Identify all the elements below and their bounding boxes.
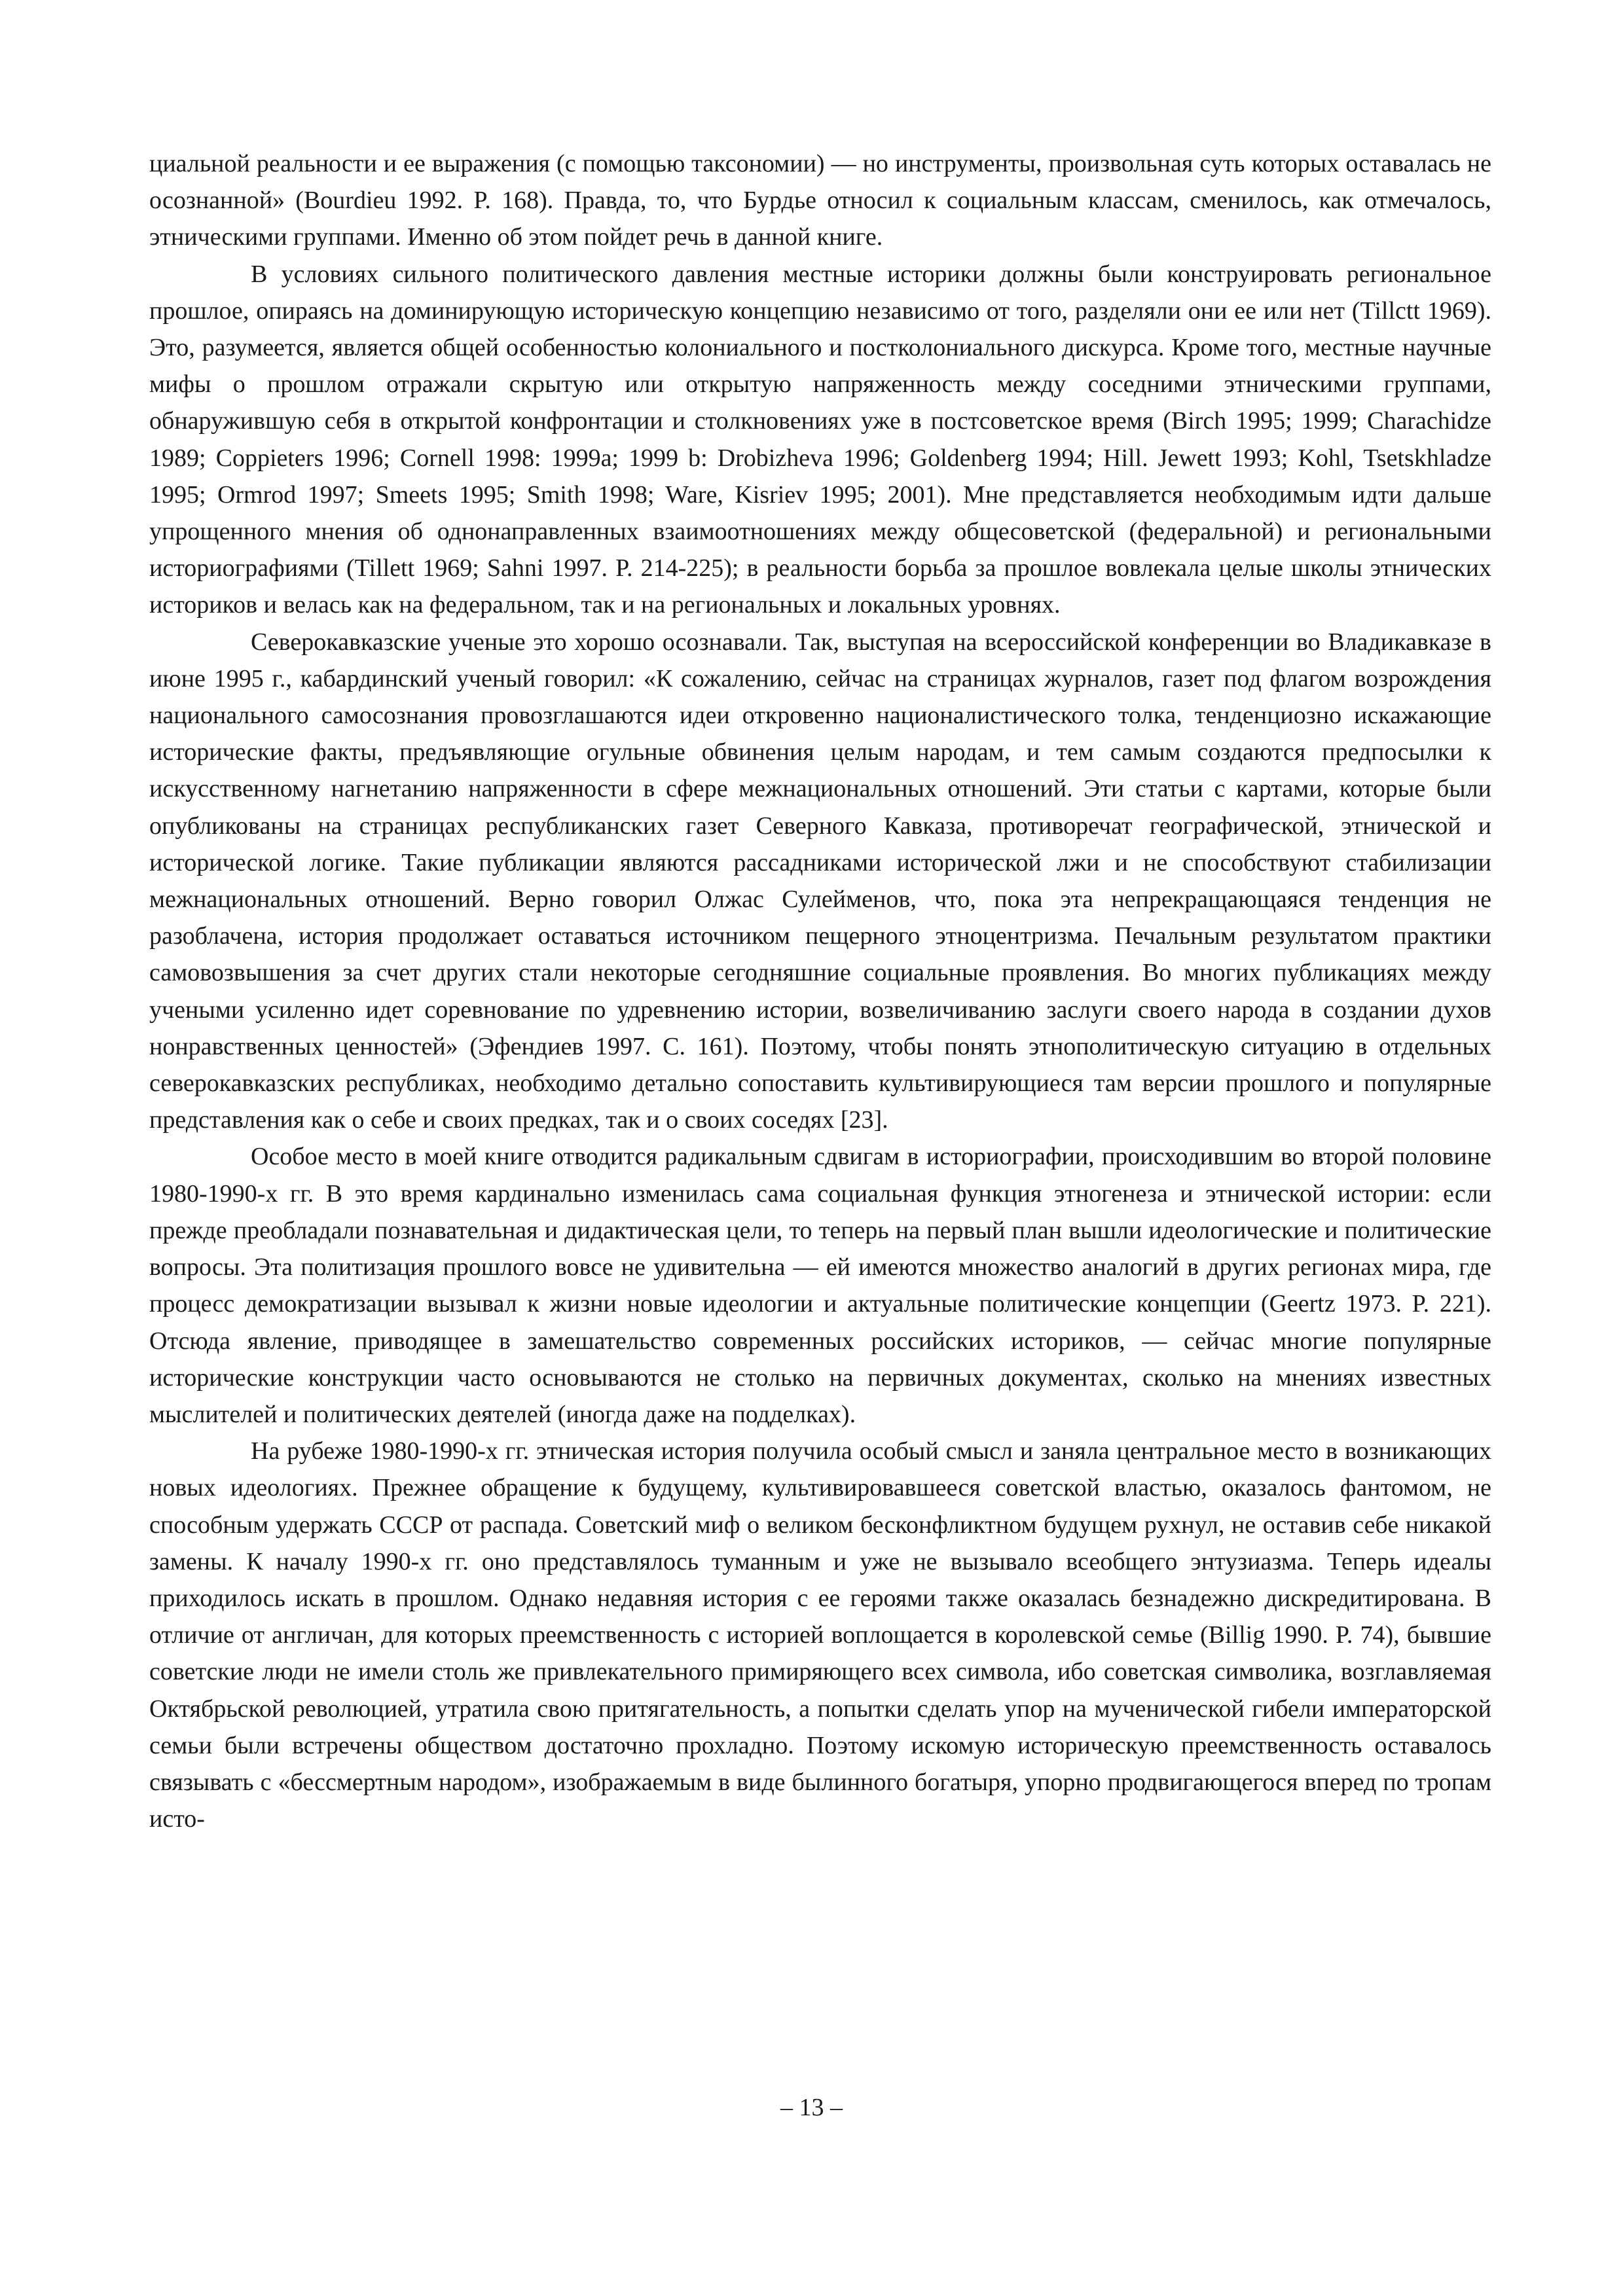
paragraph-5: На рубеже 1980-1990-х гг. этническая история получила особый смысл и заняла центральное место в возникающих новых идеологиях. Прежнее обращение к будущему, культивировавшееся советской властью, оказалось фантомом, не способным удержать СССР от распада. Советский миф о великом бесконфликтном будущем рухнул, не оставив себе никакой замены. К началу 1990-х гг. оно представлялось туманным и уже не вызывало всеобщего энтузиазма. Теперь идеалы приходилось искать в прошлом. Однако недавняя история с ее героями также оказалась безнадежно дискредитирована. В отличие от англичан, для которых преемственность с историей воплощается в королевской семье (Billig 1990. P. 74), бывшие советские люди не имели столь же привлекательного примиряющего всех символа, ибо советская символика, возглавляемая Октябрьской революцией, утратила свою притягательность, а попытки сделать упор на мученической гибели императорской семьи были встречены обществом достаточно прохладно. Поэтому искомую историческую преемственность оставалось связывать с «бессмертным народом», изображаемым в виде былинного богатыря, упорно продвигающегося вперед по тропам исто- [149,1437,1491,1833]
paragraph-4: Особое место в моей книге отводится радикальным сдвигам в историографии, происходившим во второй половине 1980-1990-х гг. В это время кардинально изменилась сама социальная функция этногенеза и этнической истории: если прежде преобладали познавательная и дидактическая цели, то теперь на первый план вышли идеологические и политические вопросы. Эта политизация прошлого вовсе не удивительна — ей имеются множество аналогий в других регионах мира, где процесс демократизации вызывал к жизни новые идеологии и актуальные политические концепции (Geertz 1973. P. 221). Отсюда явление, приводящее в замешательство современных российских историков, — сейчас многие популярные исторические конструкции часто основываются не столько на первичных документах, сколько на мнениях известных мыслителей и политических деятелей (иногда даже на подделках). [149,1143,1491,1428]
paragraph-2: В условиях сильного политического давления местные историки должны были конструировать региональное прошлое, опираясь на доминирующую историческую концепцию независимо от того, разделяли они ее или нет (Tillctt 1969). Это, разумеется, является общей особенностью колониального и постколониального дискурса. Кроме того, местные научные мифы о прошлом отражали скрытую или открытую напряженность между соседними этническими группами, обнаружившую себя в открытой конфронтации и столкновениях уже в постсоветское время (Birch 1995; 1999; Charachidze 1989; Coppieters 1996; Cornell 1998: 1999a; 1999 b: Drobizheva 1996; Goldenberg 1994; Hill. Jewett 1993; Kohl, Tsetskhladze 1995; Ormrod 1997; Smeets 1995; Smith 1998; Ware, Kisriev 1995; 2001). Мне представляется необходимым идти дальше упрощенного мнения об однонаправленных взаимоотношениях между общесоветской (федеральной) и региональными историографиями (Tillett 1969; Sahni 1997. P. 214-225); в реальности борьба за прошлое вовлекала целые школы этнических историков и велась как на федеральном, так и на региональных и локальных уровнях. [149,260,1491,619]
page-number: – 13 – [780,2094,843,2121]
paragraph-1: циальной реальности и ее выражения (с помощью таксономии) — но инструменты, произвольная суть которых оставалась не осознанной» (Bourdieu 1992. P. 168). Правда, то, что Бурдье относил к социальным классам, сменилось, как отмечалось, этническими группами. Именно об этом пойдет речь в данной книге. [149,150,1491,251]
body-text [149,145,1491,1837]
paragraph-3: Северокавказские ученые это хорошо осознавали. Так, выступая на всероссийской конференции во Владикавказе в июне 1995 г., кабардинский ученый говорил: «К сожалению, сейчас на страницах журналов, газет под флагом возрождения национального самосознания провозглашаются идеи откровенно националистического толка, тенденциозно искажающие исторические факты, предъявляющие огульные обвинения целым народам, и тем самым создаются предпосылки к искусственному нагнетанию напряженности в сфере межнациональных отношений. Эти статьи с картами, которые были опубликованы на страницах республиканских газет Северного Кавказа, противоречат географической, этнической и исторической логике. Такие публикации являются рассадниками исторической лжи и не способствуют стабилизации межнациональных отношений. Верно говорил Олжас Сулейменов, что, пока эта непрекращающаяся тенденция не разоблачена, история продолжает оставаться источником пещерного этноцентризма. Печальным результатом практики самовозвышения за счет других стали некоторые сегодняшние социальные проявления. Во многих публикациях между учеными усиленно идет соревнование по удревнению истории, возвеличиванию заслуги своего народа в создании духов нонравственных ценностей» (Эфендиев 1997. С. 161). Поэтому, чтобы понять этнополитическую ситуацию в отдельных северокавказских республиках, необходимо детально сопоставить культивирующиеся там версии прошлого и популярные представления как о себе и своих предках, так и о своих соседях [23]. [149,628,1491,1134]
